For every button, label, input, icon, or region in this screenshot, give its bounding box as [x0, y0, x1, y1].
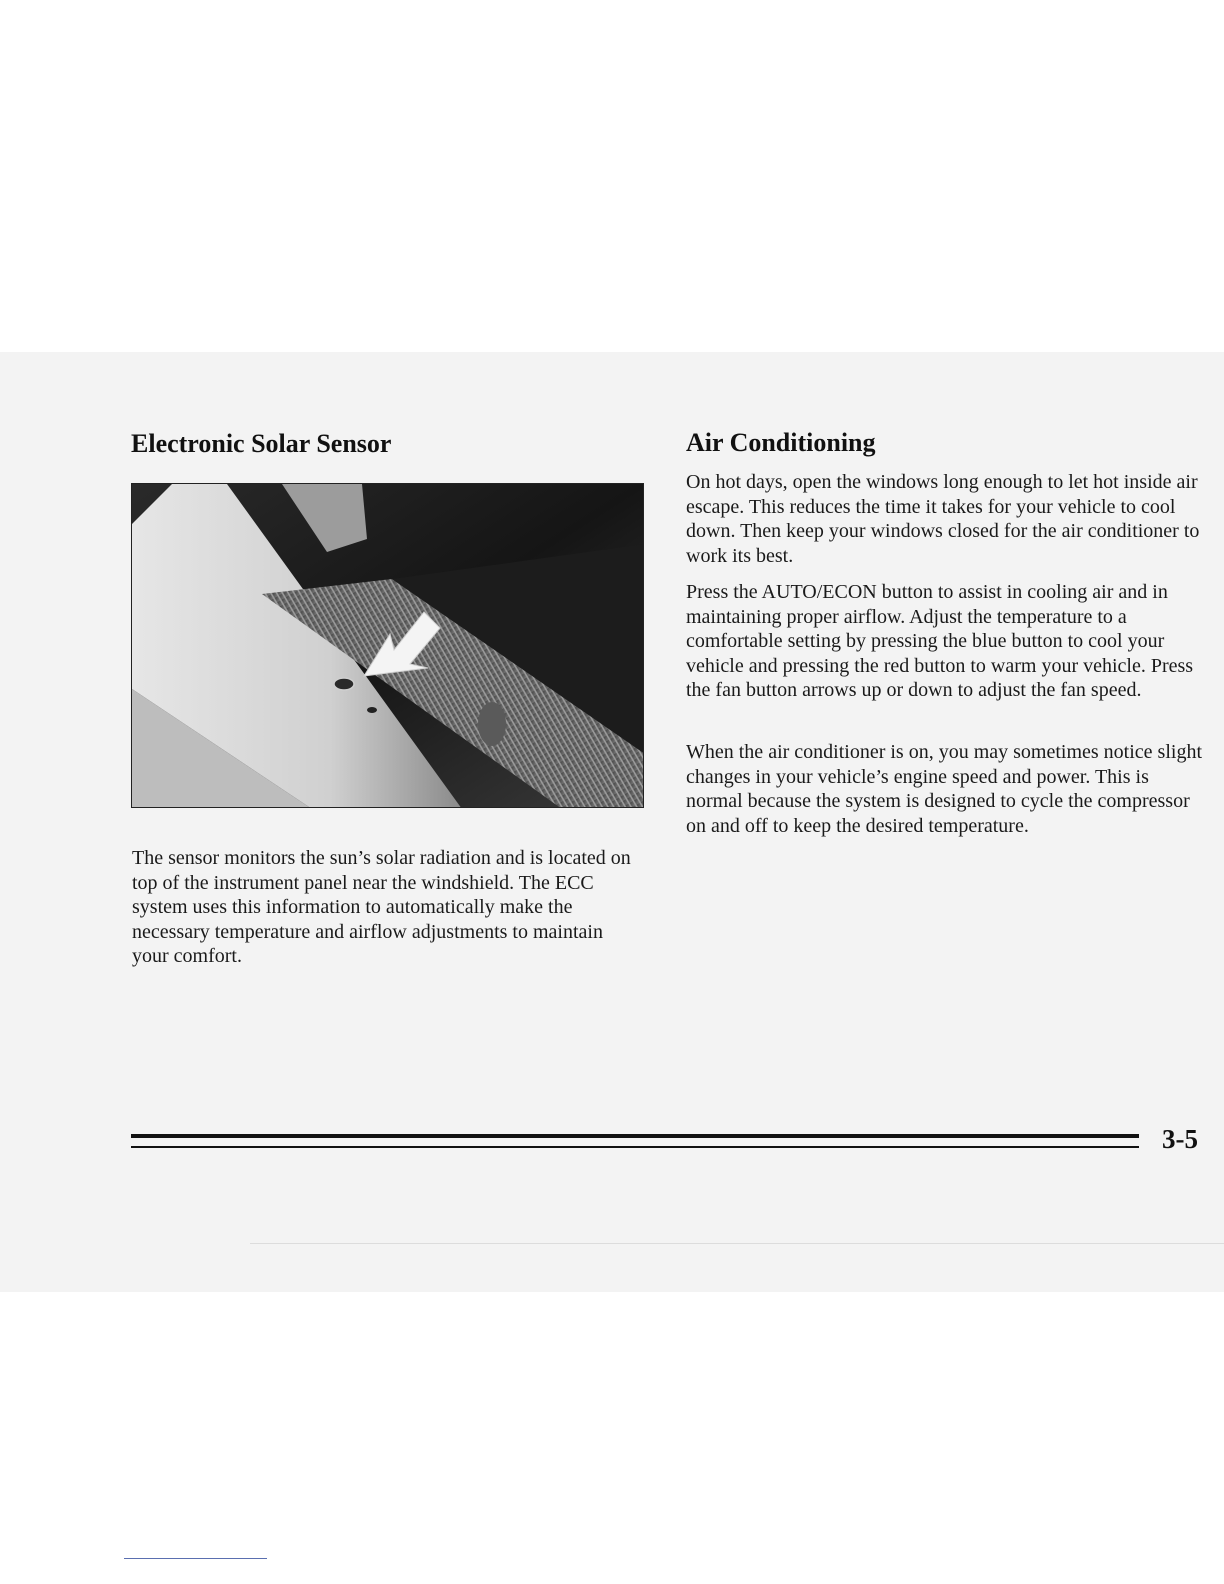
ac-paragraph-hot-days: On hot days, open the windows long enough to let hot inside air escape. This reduces the time it takes for your vehicle to cool down. Then keep your windows closed for the air conditioner to work its best. [686, 471, 1200, 567]
section-heading-air-conditioning: Air Conditioning [686, 428, 876, 457]
page-number: 3-5 [1162, 1124, 1198, 1154]
footnote-rule [124, 1558, 267, 1559]
footer-rule-thick [131, 1134, 1139, 1138]
ac-paragraph-auto-econ: Press the AUTO/ECON button to assist in cooling air and in maintaining proper airflow. Adjust the temperature to a comfortable setting by pressing the blue button to cool your vehicle and pressing the red button to warm your vehicle. Press the fan button arrows up or down to adjust the fan speed. [686, 581, 1194, 702]
solar-sensor-description: The sensor monitors the sun’s solar radiation and is located on top of the instrument panel near the windshield. The ECC system uses this information to automatically make the necessary temperature and airflow adjustments to maintain your comfort. [132, 847, 631, 968]
solar-sensor-photo [131, 483, 644, 808]
ac-paragraph-engine-speed: When the air conditioner is on, you may sometimes notice slight changes in your vehicle’s engine speed and power. This is normal because the system is designed to cycle the compressor on and off to keep the desired temperature. [686, 741, 1203, 837]
footer-rule-thin [131, 1146, 1139, 1148]
scan-edge-line [250, 1243, 1224, 1244]
section-heading-solar-sensor: Electronic Solar Sensor [131, 429, 392, 458]
